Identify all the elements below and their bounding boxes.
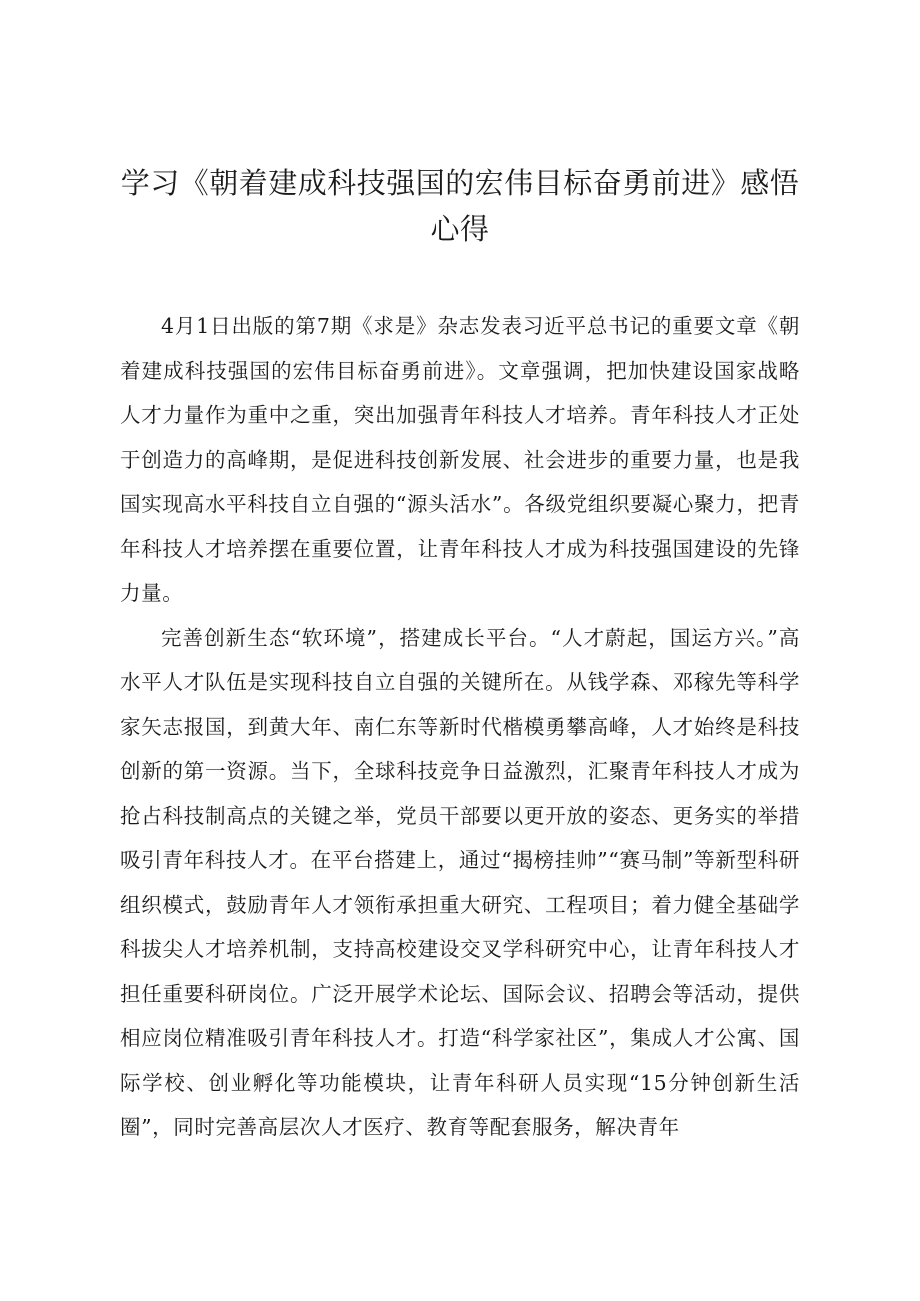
paragraph: 4月1日出版的第7期《求是》杂志发表习近平总书记的重要文章《朝着建成科技强国的宏伟目标奋勇前进》。文章强调，把加快建设国家战略人才力量作为重中之重，突出加强青年科技人才培养。青年科技人才正处于创造力的高峰期，是促进科技创新发展、社会进步的重要力量，也是我国实现高水平科技自立自强的“源头活水”。各级党组织要凝心聚力，把青年科技人才培养摆在重要位置，让青年科技人才成为科技强国建设的先锋力量。	[120, 314, 800, 605]
paragraph: 完善创新生态“软环境”，搭建成长平台。“人才蔚起，国运方兴。”高水平人才队伍是实现科技自立自强的关键所在。从钱学森、邓稼先等科学家矢志报国，到黄大年、南仁东等新时代楷模勇攀高峰，人才始终是科技创新的第一资源。当下，全球科技竞争日益激烈，汇聚青年科技人才成为抢占科技制高点的关键之举，党员干部要以更开放的姿态、更务实的举措吸引青年科技人才。在平台搭建上，通过“揭榜挂帅”“赛马制”等新型科研组织模式，鼓励青年人才领衔承担重大研究、工程项目；着力健全基础学科拔尖人才培养机制，支持高校建设交叉学科研究中心，让青年科技人才担任重要科研岗位。广泛开展学术论坛、国际会议、招聘会等活动，提供相应岗位精准吸引青年科技人才。打造“科学家社区”，集成人才公寓、国际学校、创业孵化等功能模块，让青年科研人员实现“15分钟创新生活圈”，同时完善高层次人才医疗、教育等配套服务，解决青年	[120, 625, 800, 1139]
document-title: 学习《朝着建成科技强国的宏伟目标奋勇前进》感悟心得	[120, 166, 800, 246]
document-body	[120, 304, 800, 1150]
